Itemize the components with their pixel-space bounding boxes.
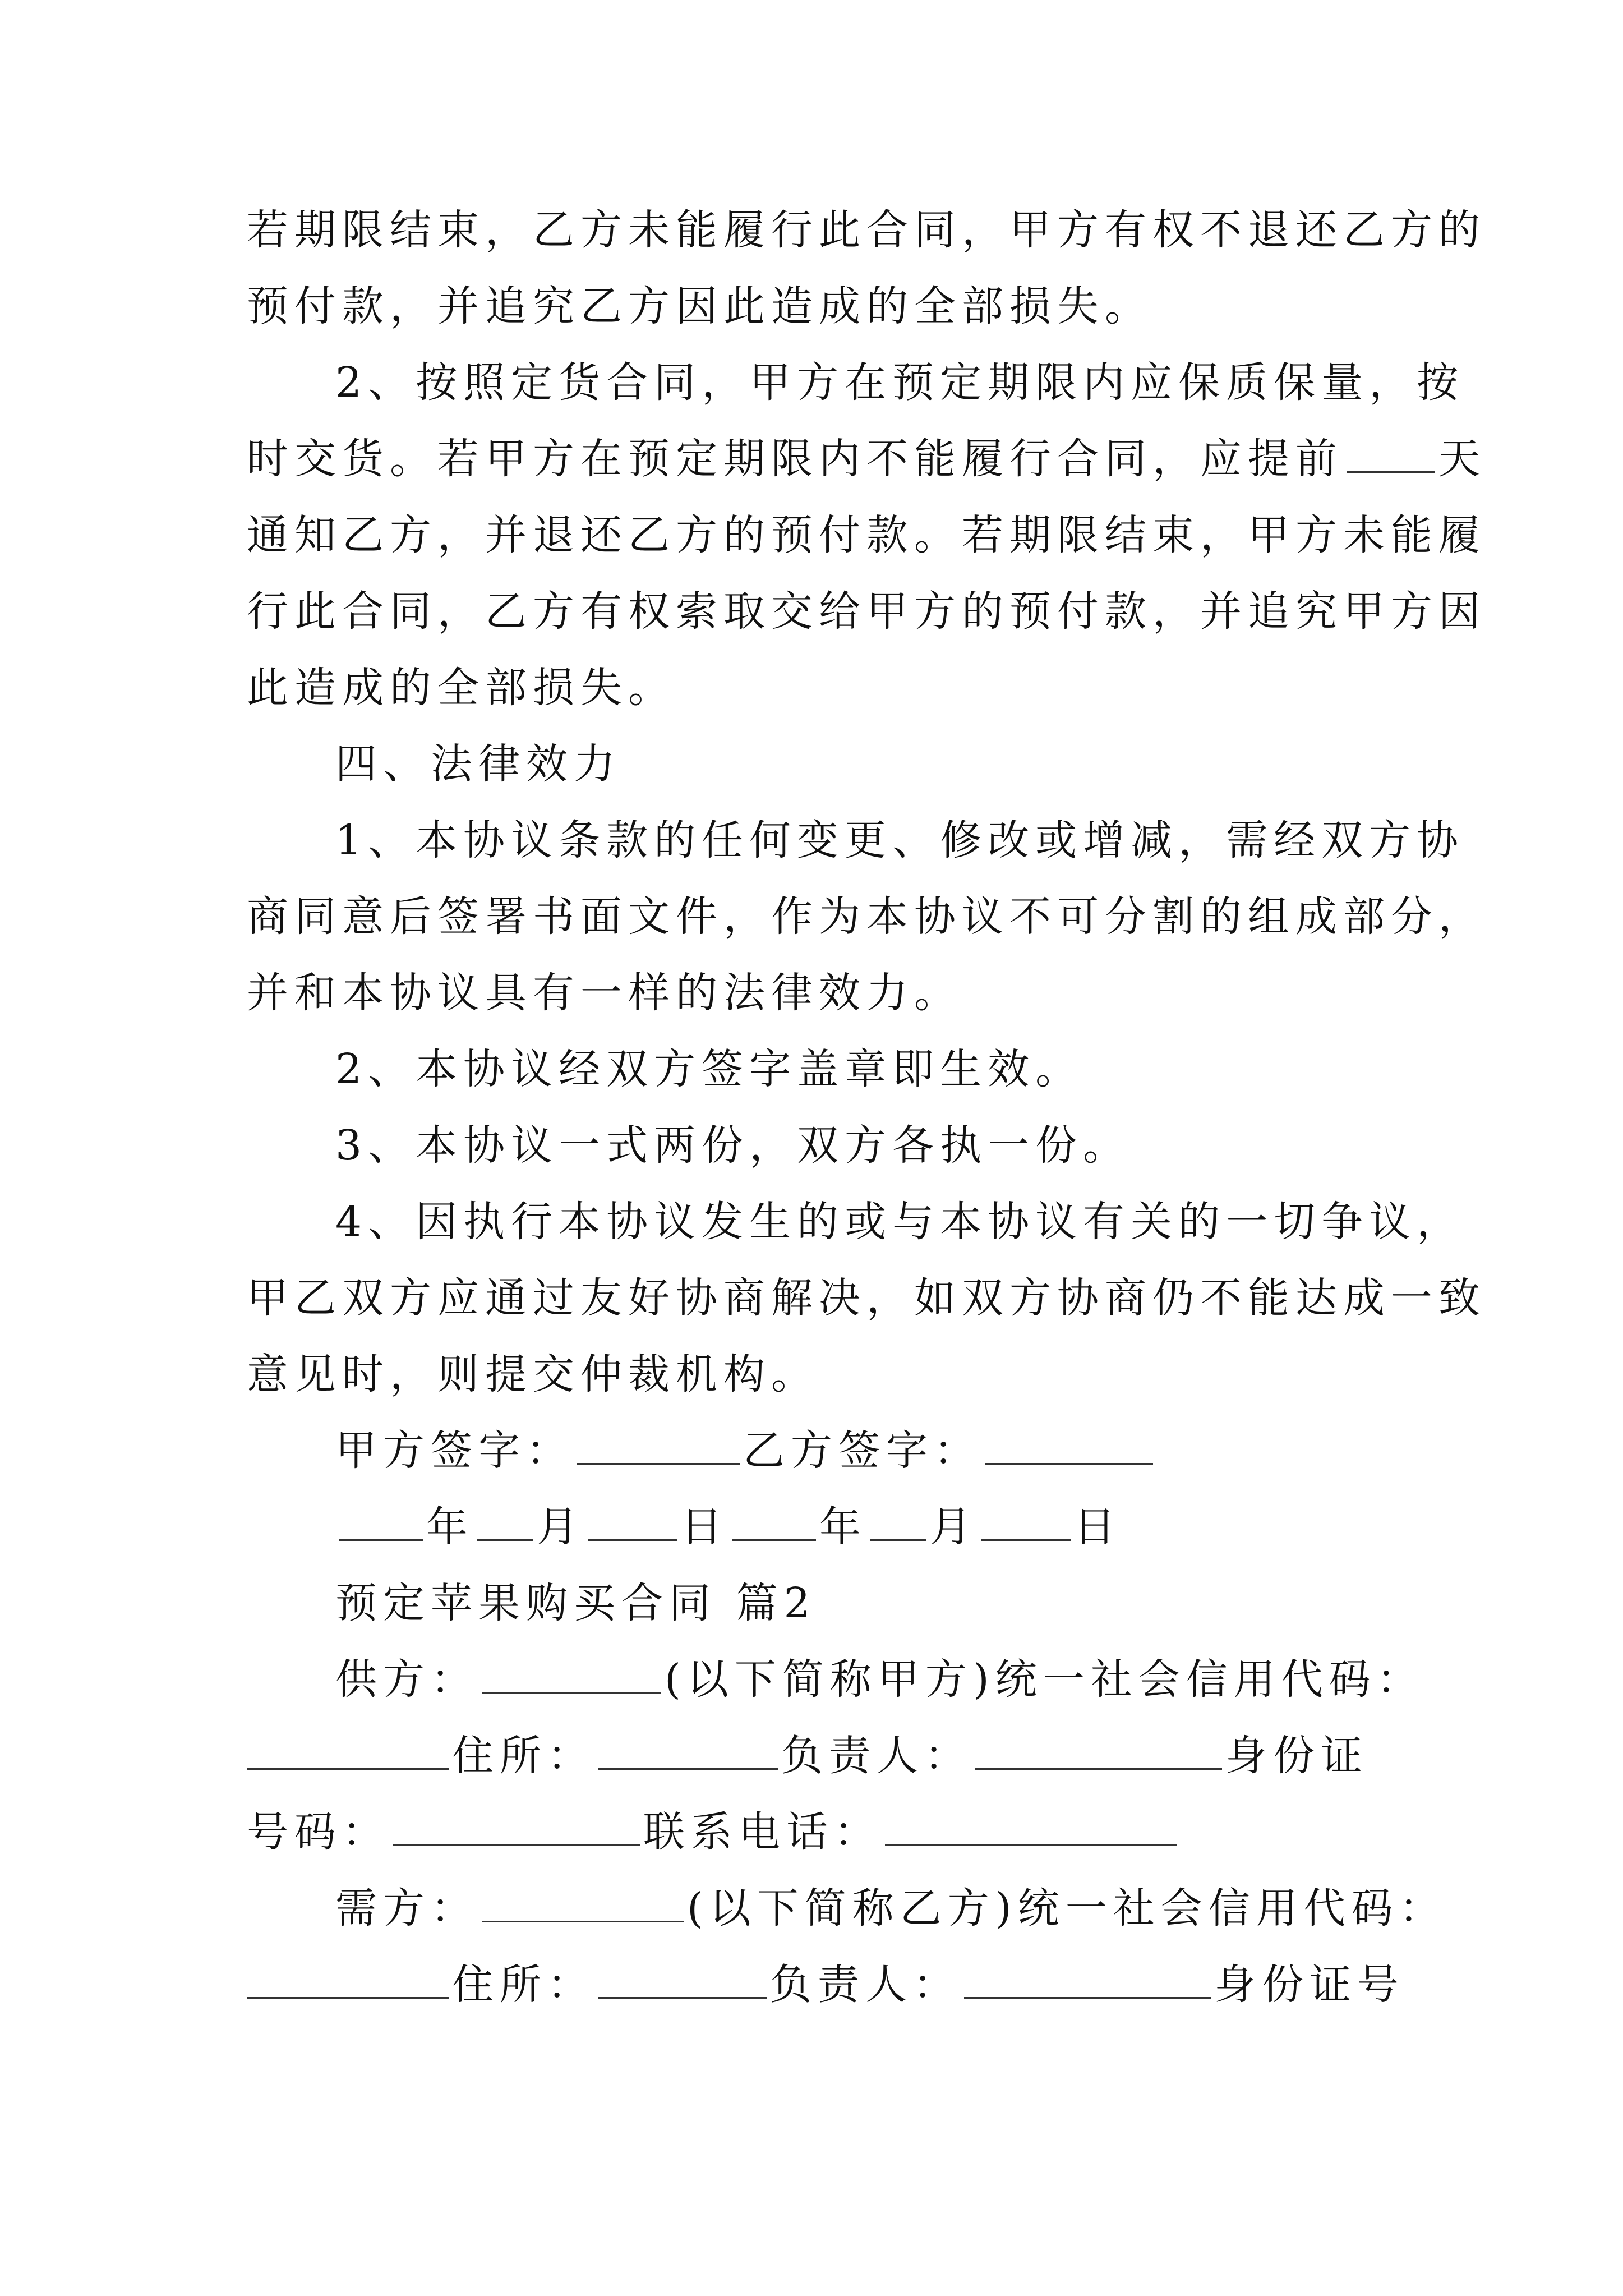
day-label: 日 [681,1503,728,1551]
supplier-label: 供方： [335,1655,478,1704]
buyer-address-blank [598,1960,767,1999]
party-b-signature-blank [985,1426,1153,1465]
supplier-abbr: (以下简称甲方)统一社会信用代码： [665,1655,1424,1704]
paragraph-line [247,431,1486,487]
paragraph-line: 商同意后签署书面文件，作为本协议不可分割的组成部分， [247,892,1486,941]
month-label: 月 [537,1503,584,1551]
signature-line [335,1423,1156,1479]
paragraph-line: 2、按照定货合同，甲方在预定期限内应保质保量，按 [335,358,1465,407]
buyer-name-blank [482,1884,684,1922]
supplier-line [335,1651,1424,1708]
supplier-person-label: 负责人： [781,1732,972,1780]
blank-day [981,1502,1071,1541]
party-a-signature-label: 甲方签字： [335,1427,574,1475]
paragraph-line: 4、因执行本协议发生的或与本协议有关的一切争议， [335,1198,1465,1246]
supplier-phone-blank [885,1807,1177,1846]
paragraph-line: 此造成的全部损失。 [247,664,676,712]
buyer-person-blank [964,1960,1211,1999]
paragraph-line: 若期限结束，乙方未能履行此合同，甲方有权不退还乙方的 [247,206,1486,254]
buyer-credit-code-blank [247,1960,449,1999]
section-heading: 四、法律效力 [335,740,621,788]
buyer-address-label: 住所： [452,1961,595,2009]
paragraph-line: 行此合同，乙方有权索取交给甲方的预付款，并追究甲方因 [247,587,1486,636]
supplier-credit-code-blank [247,1731,449,1770]
paragraph-line: 意见时，则提交仲裁机构。 [247,1350,819,1398]
blank-year [339,1502,423,1541]
date-line [335,1499,1122,1555]
supplier-name-blank [482,1655,661,1694]
paragraph-line: 通知乙方，并退还乙方的预付款。若期限结束，甲方未能履 [247,511,1486,559]
blank-month [870,1502,926,1541]
buyer-line [335,1880,1447,1936]
line-text: 时交货。若甲方在预定期限内不能履行合同，应提前 [247,435,1343,483]
paragraph-line: 2、本协议经双方签字盖章即生效。 [335,1045,1083,1093]
buyer-id-label: 身份证号 [1214,1961,1405,2009]
buyer-line [247,1957,1405,2013]
buyer-abbr: (以下简称乙方)统一社会信用代码： [687,1884,1447,1932]
buyer-label: 需方： [335,1884,478,1932]
paragraph-line: 预付款，并追究乙方因此造成的全部损失。 [247,282,1152,330]
party-b-signature-label: 乙方签字： [743,1427,981,1475]
paragraph-line: 3、本协议一式两份，双方各执一份。 [335,1121,1131,1170]
blank-year [732,1502,816,1541]
year-label: 年 [426,1503,474,1551]
supplier-line [247,1804,1180,1860]
blank-days [1347,434,1435,473]
buyer-person-label: 负责人： [770,1961,961,2009]
supplier-address-label: 住所： [452,1732,595,1780]
section-title: 预定苹果购买合同 篇2 [335,1579,817,1627]
supplier-phone-label: 联系电话： [643,1808,882,1856]
blank-day [588,1502,677,1541]
paragraph-line: 并和本协议具有一样的法律效力。 [247,969,962,1017]
day-label: 日 [1074,1503,1122,1551]
line-text: 天 [1438,435,1486,483]
blank-month [477,1502,533,1541]
paragraph-line: 甲乙双方应通过友好协商解决，如双方协商仍不能达成一致 [247,1274,1486,1322]
supplier-id-label: 身份证 [1225,1732,1368,1780]
supplier-person-blank [975,1731,1222,1770]
supplier-line [247,1728,1368,1784]
month-label: 月 [930,1503,978,1551]
supplier-id-blank [393,1807,640,1846]
paragraph-line: 1、本协议条款的任何变更、修改或增减，需经双方协 [335,816,1465,864]
year-label: 年 [819,1503,867,1551]
supplier-address-blank [598,1731,778,1770]
supplier-id-number-label: 号码： [247,1808,390,1856]
party-a-signature-blank [577,1426,740,1465]
